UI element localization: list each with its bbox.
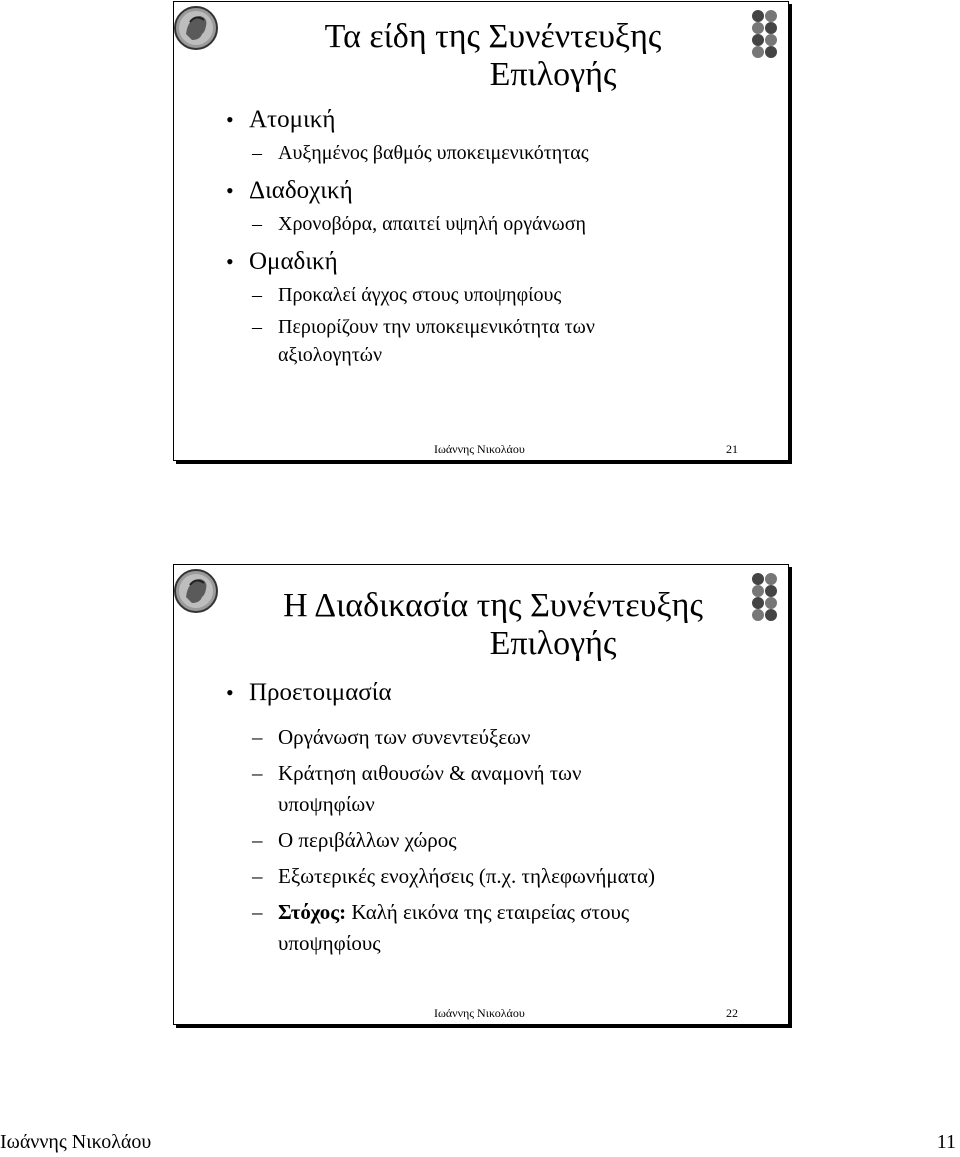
bullet-item: • Ομαδική — [224, 247, 768, 277]
goal-label: Στόχος: — [278, 900, 347, 924]
slide-title — [244, 587, 742, 663]
slide-title-line-1: Τα είδη της Συνέντευξης — [324, 18, 662, 55]
coin-head-logo-icon — [172, 567, 220, 615]
goal-text: Καλή εικόνα της εταιρείας στους υποψηφίους — [278, 900, 630, 955]
slide-title-line-2: Επιλογής — [489, 625, 617, 662]
grid-dots-logo-icon — [750, 571, 784, 621]
coin-head-logo-icon — [172, 4, 220, 52]
slide-21 — [173, 1, 789, 461]
sub-bullet-item: – Προκαλεί άγχος στους υποψηφίους — [224, 281, 768, 309]
sub-bullet-item: – Αυξημένος βαθμός υποκειμενικότητας — [224, 139, 768, 167]
slide-title — [244, 18, 742, 94]
bullet-item: • Προετοιμασία — [224, 678, 768, 708]
sub-bullet-item: – Χρονοβόρα, απαιτεί υψηλή οργάνωση — [224, 210, 768, 238]
footer-slide-number: 22 — [726, 1006, 738, 1020]
footer-author: Ιωάννης Νικολάου — [434, 442, 525, 456]
sub-bullet-item: – Οργάνωση των συνεντεύξεων — [224, 722, 768, 753]
bullet-item: • Ατομική — [224, 105, 768, 135]
sub-bullet-item: – Κράτηση αιθουσών & αναμονή των υποψηφίων — [224, 758, 658, 820]
sub-bullet-item: – Περιορίζουν την υποκειμενικότητα των αξιολογητών — [224, 313, 658, 369]
sub-bullet-item-goal — [224, 897, 698, 959]
page-number: 11 — [936, 1131, 956, 1153]
slide-content — [224, 105, 768, 378]
sub-bullet-item: – Ο περιβάλλων χώρος — [224, 825, 768, 856]
slide-content — [224, 678, 768, 964]
slide-title-line-2: Επιλογής — [489, 56, 617, 93]
bullet-item: • Διαδοχική — [224, 176, 768, 206]
footer-slide-number: 21 — [726, 442, 738, 456]
slide-22 — [173, 564, 789, 1025]
footer-author: Ιωάννης Νικολάου — [434, 1006, 525, 1020]
page-footer-author: Ιωάννης Νικολάου — [0, 1131, 152, 1153]
slide-title-line-1: Η Διαδικασία της Συνέντευξης — [283, 587, 703, 624]
grid-dots-logo-icon — [750, 8, 784, 58]
sub-bullet-item: – Εξωτερικές ενοχλήσεις (π.χ. τηλεφωνήματα) — [224, 861, 768, 892]
